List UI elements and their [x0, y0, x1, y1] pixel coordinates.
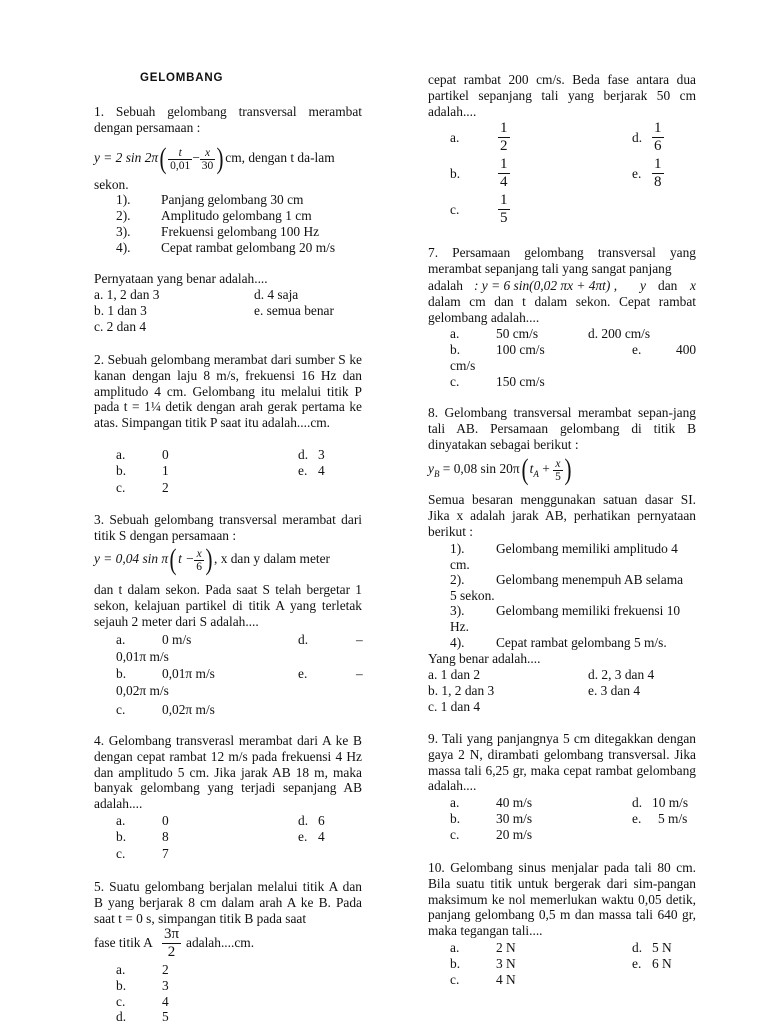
q5-option-label: a.	[116, 962, 126, 977]
q7-option-label: e.	[632, 342, 642, 357]
q3-option-value: 0 m/s	[162, 632, 192, 647]
q5-option-label: b.	[116, 978, 127, 993]
q6-option-fraction: 1 2	[500, 120, 508, 154]
q1-option-e: e. semua benar	[254, 303, 334, 318]
q2-option-label: d.	[298, 447, 309, 462]
q8-option-c: c. 1 dan 4	[428, 699, 481, 714]
q10-option-label: a.	[450, 940, 460, 955]
q4-option-label: e.	[298, 829, 308, 844]
q4-option-label: b.	[116, 829, 127, 844]
q1-statement: 4).	[116, 240, 131, 255]
q7-eq-y: y	[640, 278, 646, 293]
q8-option-a: a. 1 dan 2	[428, 667, 481, 682]
q4-option-label: a.	[116, 813, 126, 828]
q1-statement-text: Panjang gelombang 30 cm	[161, 192, 304, 207]
q9-option-label: c.	[450, 827, 460, 842]
q3-option-value: 0,02π m/s	[162, 702, 215, 717]
q5-option-value: 4	[162, 994, 169, 1009]
q7-equation: : y = 6 sin(0,02 πx + 4πt) ,	[474, 278, 618, 293]
q2-option-label: e.	[298, 463, 308, 478]
q8-stem: 8. Gelombang transversal merambat sepan-jang tali AB. Persamaan gelombang di titik B dinyatakan sebagai berikut :	[428, 405, 696, 452]
q10-option-value: 3 N	[496, 956, 516, 971]
q4-option-value: 0	[162, 813, 169, 828]
q7-stem: 7. Persamaan gelombang transversal yang merambat sepanjang tali yang sangat panjang	[428, 245, 696, 276]
q2-option-label: a.	[116, 447, 126, 462]
q8-statement-text: Gelombang menempuh AB selama	[496, 572, 684, 587]
q8-statement-text: Gelombang memiliki amplitudo 4	[496, 541, 678, 556]
q8-equation: $y_B = 0,08$ sin 20π( $t_A$ + $\frac{x}{5}$ )	[428, 453, 572, 486]
q6-option-fraction: 1 6	[654, 120, 662, 154]
q10-option-value: 6 N	[652, 956, 672, 971]
q2-option-value: 2	[162, 480, 169, 495]
q1-option-b: b. 1 dan 3	[94, 303, 147, 318]
q8-prompt: Yang benar adalah....	[428, 651, 541, 666]
q9-option-label: a.	[450, 795, 460, 810]
q7-option-value: 50 cm/s	[496, 326, 539, 341]
q1-option-d: d. 4 saja	[254, 287, 299, 302]
q4-option-label: d.	[298, 813, 309, 828]
q8-option-e: e. 3 dan 4	[588, 683, 641, 698]
q5-phase-fraction: 3π 2	[164, 926, 180, 960]
q3-stem: 3. Sebuah gelombang transversal merambat dari titik S dengan persamaan :	[94, 512, 362, 543]
q9-option-value: 20 m/s	[496, 827, 533, 842]
q8-statement-cont: cm.	[450, 557, 470, 572]
q7-option-d: d. 200 cm/s	[588, 326, 651, 341]
q9-option-label: d.	[632, 795, 643, 810]
q5-fase-a: fase titik A	[94, 935, 153, 950]
q1-sekon: sekon.	[94, 177, 129, 192]
q8-statement-text: Gelombang memiliki frekuensi 10	[496, 603, 681, 618]
q5-fase-b: adalah....cm.	[186, 935, 255, 950]
q3-option-label: e.	[298, 666, 308, 681]
page-title: GELOMBANG	[140, 72, 224, 84]
q10-option-label: d.	[632, 940, 643, 955]
q7-stem-2: dalam cm dan t dalam sekon. Cepat rambat gelombang adalah....	[428, 294, 696, 325]
q3-option-value: 0,02π m/s	[116, 683, 169, 698]
q2-stem: 2. Sebuah gelombang merambat dari sumber S ke kanan dengan laju 8 m/s, frekuensi 16 Hz dan amplitudo 4 cm. Gelombang itu melalui titik P pada t = 1¼ detik dengan arah gerak pertama ke atas. Simpangan titik P saat itu adalah....cm.	[94, 352, 362, 431]
q8-statement-num: 2).	[450, 572, 465, 587]
q10-option-value: 4 N	[496, 972, 516, 987]
q4-option-value: 7	[162, 846, 169, 861]
q6-option-fraction: 1 4	[500, 156, 508, 190]
q1-statement: 1).	[116, 192, 131, 207]
q5-option-value: 2	[162, 962, 169, 977]
q2-option-label: c.	[116, 480, 126, 495]
q1-eq-lhs: y = 2 sin 2π	[94, 150, 159, 166]
q7-option-label: c.	[450, 374, 460, 389]
q1-equation: y = 2 sin 2π( $\frac{t}{0,01}$ − $\frac{x}{30}$ ) cm, dengan t da-lam	[94, 142, 335, 175]
q1-stem: 1. Sebuah gelombang transversal merambat dengan persamaan :	[94, 104, 362, 135]
q9-option-value: 5 m/s	[658, 811, 688, 826]
q3-equation: y = 0,04 sin π( t − $\frac{x}{6}$ ) , x dan y dalam meter	[94, 543, 331, 576]
q8-statement-cont: 5 sekon.	[450, 588, 495, 603]
q3-option-value: –	[356, 632, 363, 647]
q5-option-value: 5	[162, 1009, 169, 1024]
q3-option-label: b.	[116, 666, 127, 681]
q8-statement-num: 3).	[450, 603, 465, 618]
q7-option-label: a.	[450, 326, 460, 341]
q8-continuation: Semua besaran menggunakan satuan dasar SI. Jika x adalah jarak AB, perhatikan pernyataan berikut :	[428, 492, 696, 539]
q6-option-fraction: 1 8	[654, 156, 662, 190]
q3-option-label: a.	[116, 632, 126, 647]
q6-option-label: d.	[632, 130, 643, 145]
q9-option-label: e.	[632, 811, 642, 826]
q4-option-value: 6	[318, 813, 325, 828]
q8-statement-cont: Hz.	[450, 619, 469, 634]
q2-option-value: 1	[162, 463, 169, 478]
q9-option-value: 10 m/s	[652, 795, 689, 810]
q1-option-c: c. 2 dan 4	[94, 319, 147, 334]
q3-option-value: –	[356, 666, 363, 681]
q7-option-value: 400	[676, 342, 697, 357]
q6-option-fraction: 1 5	[500, 192, 508, 226]
q6-option-label: b.	[450, 166, 461, 181]
q5-option-label: d.	[116, 1009, 127, 1024]
q9-option-value: 40 m/s	[496, 795, 533, 810]
q4-option-label: c.	[116, 846, 126, 861]
q5-option-label: c.	[116, 994, 126, 1009]
q1-statement-text: Cepat rambat gelombang 20 m/s	[161, 240, 336, 255]
q4-option-value: 8	[162, 829, 169, 844]
q2-option-label: b.	[116, 463, 127, 478]
q10-option-value: 2 N	[496, 940, 516, 955]
q7-eq-dan: dan	[658, 278, 678, 293]
q3-continuation: dan t dalam sekon. Pada saat S telah bergetar 1 sekon, kelajuan partikel di titik A yang terletak sejauh 2 meter dari S adalah....	[94, 582, 362, 629]
q1-statement-text: Amplitudo gelombang 1 cm	[161, 208, 312, 223]
q7-option-label: b.	[450, 342, 461, 357]
q2-option-value: 4	[318, 463, 325, 478]
q6-option-label: c.	[450, 202, 460, 217]
q1-frac-t: $\frac{t}{0,01}$	[170, 146, 191, 172]
q5-option-value: 3	[162, 978, 169, 993]
q1-statement: 2).	[116, 208, 131, 223]
q4-option-value: 4	[318, 829, 325, 844]
q7-option-value: 100 cm/s	[496, 342, 545, 357]
q2-option-value: 3	[318, 447, 325, 462]
q3-option-label: d.	[298, 632, 309, 647]
q7-option-value: cm/s	[450, 358, 476, 373]
q10-option-label: e.	[632, 956, 642, 971]
q8-statement-num: 1).	[450, 541, 465, 556]
q1-statement-text: Frekuensi gelombang 100 Hz	[161, 224, 320, 239]
q6-stem: cepat rambat 200 cm/s. Beda fase antara dua partikel sepanjang tali yang berjarak 50 cm adalah....	[428, 72, 696, 119]
q8-statement-num: 4).	[450, 635, 465, 650]
q1-prompt: Pernyataan yang benar adalah....	[94, 271, 268, 286]
q5-stem: 5. Suatu gelombang berjalan melalui titik A dan B yang berjarak 8 cm dalam arah A ke B. Pada saat t = 0 s, simpangan titik B pada saat	[94, 879, 362, 926]
q6-option-label: a.	[450, 130, 460, 145]
q8-option-b: b. 1, 2 dan 3	[428, 683, 495, 698]
q3-option-value: 0,01π m/s	[162, 666, 215, 681]
q2-option-value: 0	[162, 447, 169, 462]
q6-option-label: e.	[632, 166, 642, 181]
q3-option-label: c.	[116, 702, 126, 717]
q1-option-a: a. 1, 2 dan 3	[94, 287, 160, 302]
q7-option-value: 150 cm/s	[496, 374, 545, 389]
q9-option-label: b.	[450, 811, 461, 826]
q9-stem: 9. Tali yang panjangnya 5 cm ditegakkan dengan gaya 2 N, dirambati gelombang transversal. Jika massa tali 6,25 gr, maka cepat rambat gelombang adalah....	[428, 731, 696, 794]
q10-option-label: c.	[450, 972, 460, 987]
q10-option-value: 5 N	[652, 940, 672, 955]
q7-eq-x: x	[690, 278, 696, 293]
q8-statement-text: Cepat rambat gelombang 5 m/s.	[496, 635, 667, 650]
q1-eq-tail: cm, dengan t da-lam	[225, 150, 335, 166]
q10-stem: 10. Gelombang sinus menjalar pada tali 80 cm. Bila suatu titik untuk bergerak dari sim-pangan maksimum ke nol memerlukan waktu 0,05 detik, panjang gelombang 0,5 m dan massa tali 640 gr, maka tegangan tali....	[428, 860, 696, 939]
q3-option-value: 0,01π m/s	[116, 649, 169, 664]
q1-frac-x: $\frac{x}{30}$	[201, 146, 214, 172]
q8-option-d: d. 2, 3 dan 4	[588, 667, 655, 682]
q10-option-label: b.	[450, 956, 461, 971]
q4-stem: 4. Gelombang transverasl merambat dari A ke B dengan cepat rambat 12 m/s pada frekuensi 4 Hz dan amplitudo 5 cm. Jika jarak AB 18 m, maka banyak gelombang yang terjadi sepanjang AB adalah....	[94, 733, 362, 812]
q1-statement: 3).	[116, 224, 131, 239]
q9-option-value: 30 m/s	[496, 811, 533, 826]
q7-adalah: adalah	[428, 278, 463, 293]
